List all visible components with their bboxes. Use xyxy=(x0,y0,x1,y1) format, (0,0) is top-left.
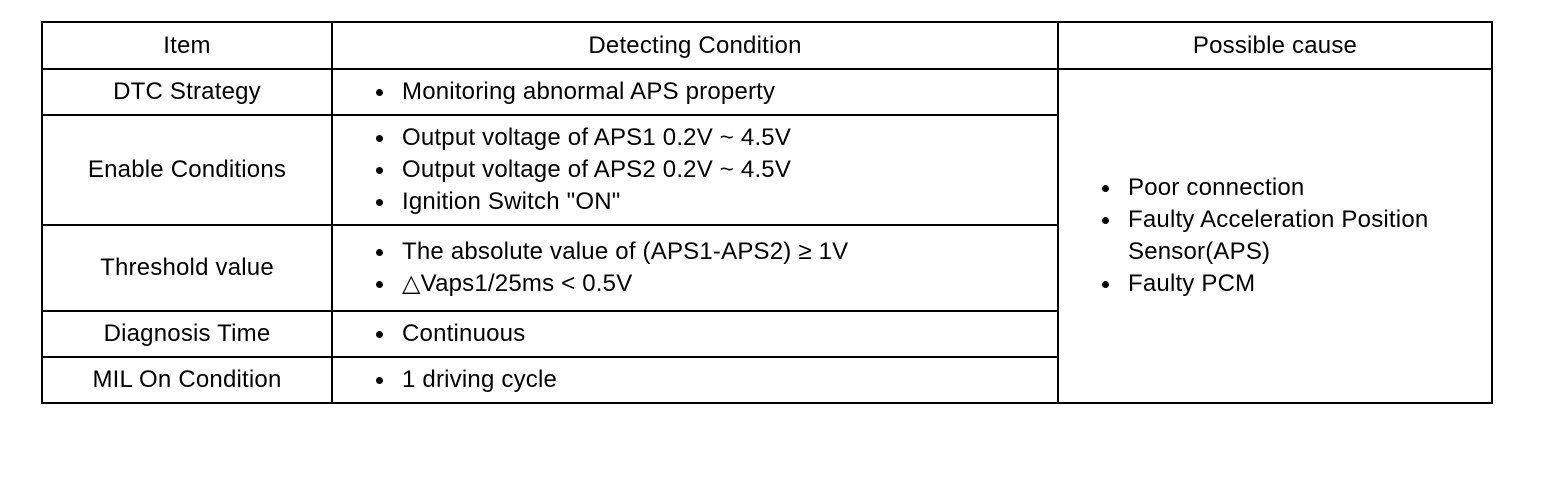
list-item: Ignition Switch "ON" xyxy=(373,186,1057,218)
header-possible-cause: Possible cause xyxy=(1058,22,1492,69)
row-item-label: MIL On Condition xyxy=(42,357,332,403)
row-item-label: Enable Conditions xyxy=(42,115,332,225)
row-item-label: Diagnosis Time xyxy=(42,311,332,357)
row-item-label: Threshold value xyxy=(42,225,332,311)
list-item: Faulty Acceleration Position Sensor(APS) xyxy=(1099,204,1491,268)
table-row xyxy=(42,69,1492,115)
header-detecting-condition: Detecting Condition xyxy=(332,22,1058,69)
cause-list xyxy=(1059,172,1491,300)
condition-list xyxy=(333,76,1057,108)
list-item: Poor connection xyxy=(1099,172,1491,204)
list-item: 1 driving cycle xyxy=(373,364,1057,396)
row-conditions xyxy=(332,69,1058,115)
list-item: Monitoring abnormal APS property xyxy=(373,76,1057,108)
dtc-table xyxy=(41,21,1493,404)
header-item: Item xyxy=(42,22,332,69)
list-item: Output voltage of APS1 0.2V ~ 4.5V xyxy=(373,122,1057,154)
possible-cause-cell xyxy=(1058,69,1492,403)
header-row xyxy=(42,22,1492,69)
condition-list xyxy=(333,122,1057,218)
row-conditions xyxy=(332,115,1058,225)
list-item: Faulty PCM xyxy=(1099,268,1491,300)
condition-list xyxy=(333,236,1057,300)
list-item: Output voltage of APS2 0.2V ~ 4.5V xyxy=(373,154,1057,186)
row-conditions xyxy=(332,357,1058,403)
row-item-label: DTC Strategy xyxy=(42,69,332,115)
row-conditions xyxy=(332,311,1058,357)
list-item: Continuous xyxy=(373,318,1057,350)
condition-list xyxy=(333,318,1057,350)
list-item: △Vaps1/25ms < 0.5V xyxy=(373,268,1057,300)
condition-list xyxy=(333,364,1057,396)
row-conditions xyxy=(332,225,1058,311)
list-item: The absolute value of (APS1-APS2) ≥ 1V xyxy=(373,236,1057,268)
